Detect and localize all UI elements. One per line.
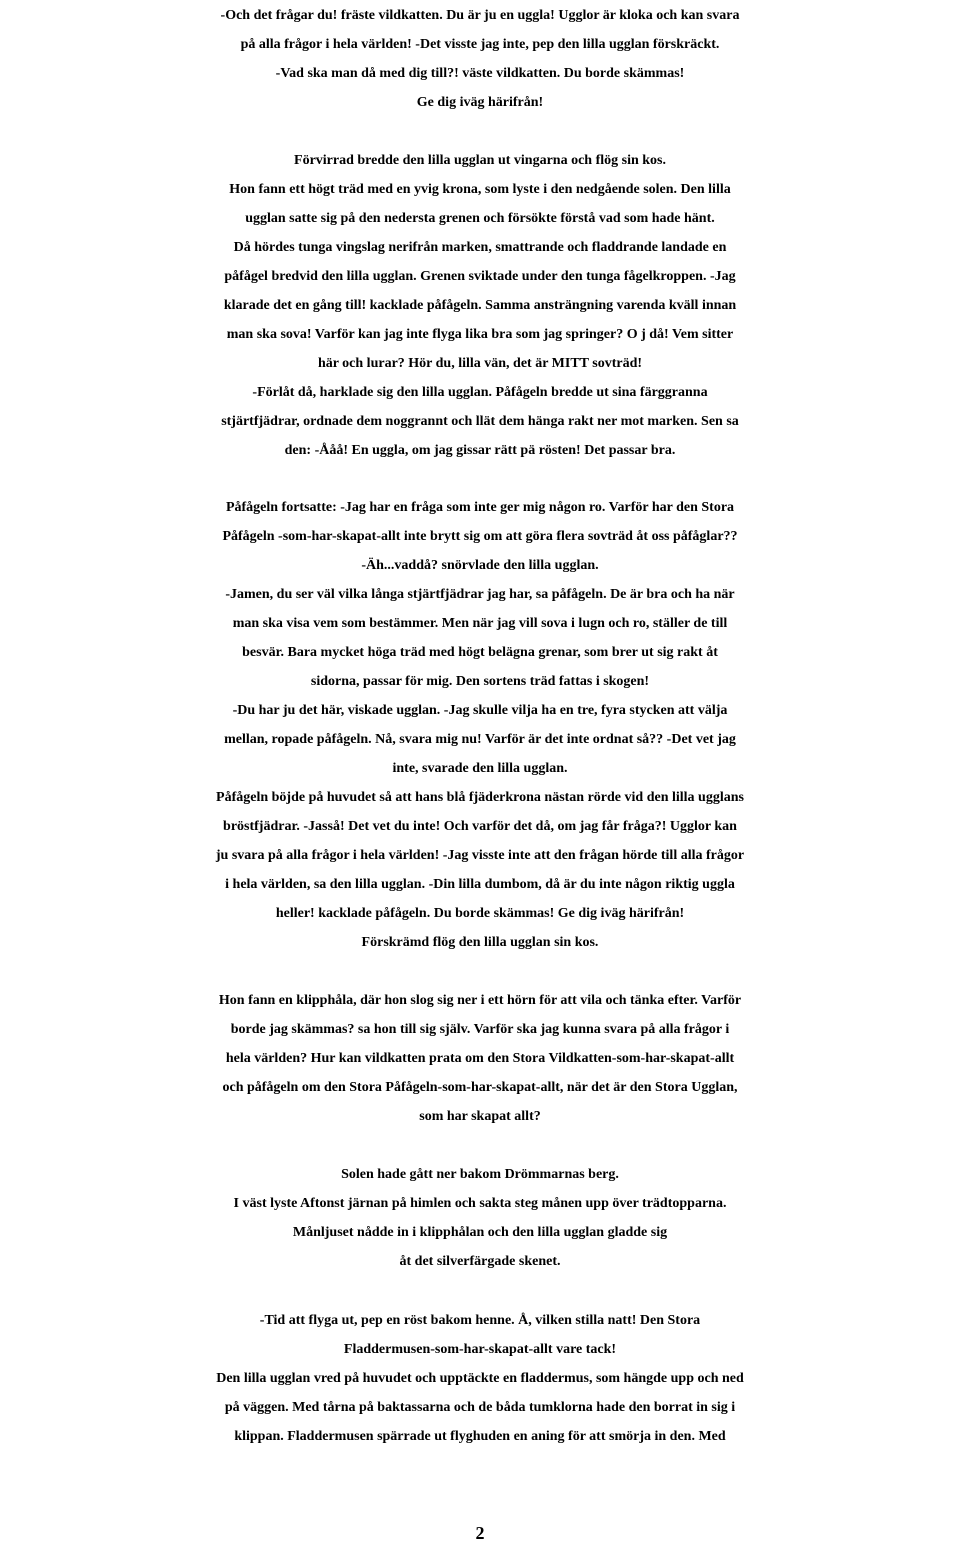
- text-line: -Vad ska man då med dig till?! väste vildkatten. Du borde skämmas!: [275, 66, 685, 81]
- text-line: Solen hade gått ner bakom Drömmarnas berg.: [341, 1167, 619, 1182]
- text-line: här och lurar? Hör du, lilla vän, det är MITT sovträd!: [317, 356, 643, 371]
- text-line: åt det silverfärgade skenet.: [399, 1254, 561, 1269]
- text-line: Hon fann en klipphåla, där hon slog sig ner i ett hörn för att vila och tänka efter. Varför: [218, 993, 742, 1008]
- text-line: man ska visa vem som bestämmer. Men när jag vill sova i lugn och ro, ställer de till: [232, 616, 728, 631]
- text-line: Fladdermusen-som-har-skapat-allt vare tack!: [343, 1342, 617, 1357]
- text-line: man ska sova! Varför kan jag inte flyga lika bra som jag springer? O j då! Vem sitter: [226, 327, 734, 342]
- text-line: ju svara på alla frågor i hela världen! -Jag visste inte att den frågan hörde till alla frågor: [215, 848, 745, 863]
- text-line: -Du har ju det här, viskade ugglan. -Jag skulle vilja ha en tre, fyra stycken att välja: [232, 703, 728, 718]
- text-line: inte, svarade den lilla ugglan.: [392, 761, 568, 776]
- text-line: Påfågeln -som-har-skapat-allt inte brytt sig om att göra flera sovträd åt oss påfåglar??: [222, 529, 738, 544]
- text-line: -Jamen, du ser väl vilka långa stjärtfjädrar jag har, sa påfågeln. De är bra och ha när: [225, 587, 735, 602]
- text-line: -Och det frågar du! fräste vildkatten. Du är ju en uggla! Ugglor är kloka och kan svara: [220, 8, 740, 23]
- text-line: Den lilla ugglan vred på huvudet och upptäckte en fladdermus, som hängde upp och ned: [216, 1371, 744, 1386]
- text-line: påfågel bredvid den lilla ugglan. Grenen sviktade under den tunga fågelkroppen. -Jag: [224, 269, 736, 284]
- text-line: Då hördes tunga vingslag nerifrån marken, smattrande och fladdrande landade en: [233, 240, 727, 255]
- text-line: mellan, ropade påfågeln. Nå, svara mig nu! Varför är det inte ordnat så?? -Det vet jag: [224, 732, 736, 747]
- text-line: den: -Ååå! En uggla, om jag gissar rätt pä rösten! Det passar bra.: [284, 443, 676, 458]
- text-line: borde jag skämmas? sa hon till sig själv. Varför ska jag kunna svara på alla frågor i: [230, 1022, 730, 1037]
- text-line: klippan. Fladdermusen spärrade ut flyghuden en aning för att smörja in den. Med: [234, 1429, 726, 1444]
- text-line: besvär. Bara mycket höga träd med högt belägna grenar, som brer ut sig rakt åt: [242, 645, 718, 660]
- text-line: i hela världen, sa den lilla ugglan. -Din lilla dumbom, då är du inte någon riktig uggla: [225, 877, 735, 892]
- text-line: bröstfjädrar. -Jasså! Det vet du inte! Och varför det då, om jag får fråga?! Ugglor kan: [223, 819, 737, 834]
- text-line: ugglan satte sig på den nedersta grenen och försökte förstå vad som hade hänt.: [245, 211, 715, 226]
- text-line: -Förlåt då, harklade sig den lilla ugglan. Påfågeln bredde ut sina färggranna: [252, 385, 708, 400]
- text-line: Förvirrad bredde den lilla ugglan ut vingarna och flög sin kos.: [294, 153, 666, 168]
- text-line: I väst lyste Aftonst järnan på himlen och sakta steg månen upp över trädtopparna.: [233, 1196, 727, 1211]
- text-line: -Äh...vaddå? snörvlade den lilla ugglan.: [361, 558, 599, 573]
- text-line: som har skapat allt?: [419, 1109, 541, 1124]
- text-line: stjärtfjädrar, ordnade dem noggrannt och llät dem hänga rakt ner mot marken. Sen sa: [221, 414, 739, 429]
- text-line: Ge dig iväg härifrån!: [416, 95, 544, 110]
- text-line: Förskrämd flög den lilla ugglan sin kos.: [361, 935, 599, 950]
- text-line: och påfågeln om den Stora Påfågeln-som-har-skapat-allt, när det är den Stora Ugglan,: [222, 1080, 738, 1095]
- text-line: heller! kacklade påfågeln. Du borde skämmas! Ge dig iväg härifrån!: [275, 906, 685, 921]
- text-line: -Tid att flyga ut, pep en röst bakom henne. Å, vilken stilla natt! Den Stora: [259, 1313, 701, 1328]
- text-line: Hon fann ett högt träd med en yvig krona, som lyste i den nedgående solen. Den lilla: [229, 182, 731, 197]
- text-line: Månljuset nådde in i klipphålan och den lilla ugglan gladde sig: [292, 1225, 668, 1240]
- text-line: sidorna, passar för mig. Den sortens träd fattas i skogen!: [310, 674, 650, 689]
- text-line: på alla frågor i hela världen! -Det visste jag inte, pep den lilla ugglan förskräckt.: [240, 37, 720, 52]
- text-line: på väggen. Med tårna på baktassarna och de båda tumklorna hade den borrat in sig i: [224, 1400, 736, 1415]
- text-line: Påfågeln fortsatte: -Jag har en fråga som inte ger mig någon ro. Varför har den Stora: [225, 500, 735, 515]
- text-line: hela världen? Hur kan vildkatten prata om den Stora Vildkatten-som-har-skapat-allt: [225, 1051, 735, 1066]
- text-line: Påfågeln böjde på huvudet så att hans blå fjäderkrona nästan rörde vid den lilla ugglans: [216, 790, 744, 805]
- page-number: 2: [475, 1523, 485, 1543]
- text-line: klarade det en gång till! kacklade påfågeln. Samma ansträngning varenda kväll innan: [223, 298, 737, 313]
